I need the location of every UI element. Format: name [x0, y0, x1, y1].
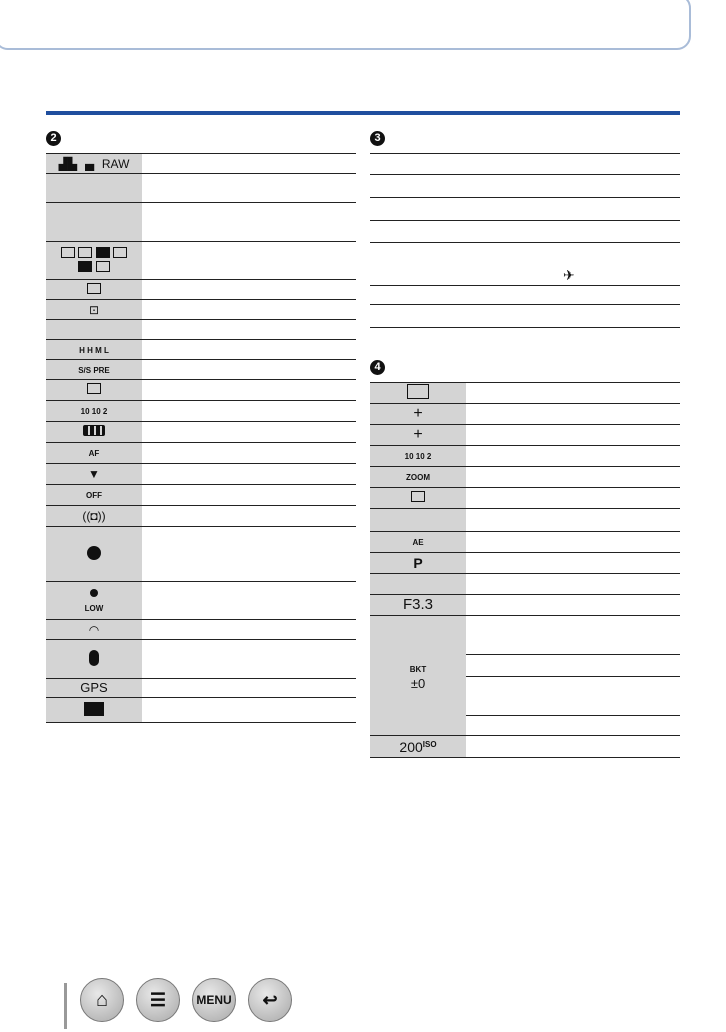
table-row — [370, 383, 680, 404]
quality-icon: ▟▙ ▗▖ RAW — [58, 156, 130, 171]
crosshair-icon: + — [413, 405, 423, 422]
table-row — [46, 443, 356, 464]
section-3-heading — [370, 131, 385, 146]
table-row — [370, 198, 680, 221]
iso-value: $200^{ISO}$ — [399, 739, 437, 755]
self-timer-icon: 10 10 2 — [80, 407, 108, 416]
section-number: 3 — [370, 131, 385, 146]
table-row — [370, 404, 680, 425]
metering-grid-icon — [46, 247, 142, 275]
histogram-icon — [84, 702, 104, 716]
table-row — [46, 620, 356, 640]
back-button[interactable] — [248, 978, 292, 1022]
battery-icon — [83, 425, 105, 436]
table-row — [46, 698, 356, 723]
table-row — [46, 320, 356, 340]
table-row — [46, 340, 356, 360]
table-row — [370, 595, 680, 616]
wifi-icon: ◠ — [88, 622, 100, 637]
table-row — [370, 175, 680, 198]
table-row — [370, 243, 680, 286]
metering-mode-icon: AE — [412, 538, 424, 547]
home-button[interactable] — [80, 978, 124, 1022]
af-macro-icon: AF — [88, 449, 100, 458]
table-row — [46, 154, 356, 174]
table-row — [46, 422, 356, 443]
zoom-mic-icon: ZOOM — [406, 473, 430, 482]
section-number: 2 — [46, 131, 61, 146]
table-row — [370, 446, 680, 467]
self-timer-icon: 10 10 2 — [404, 452, 432, 461]
table-row — [46, 360, 356, 380]
crosshair-icon: + — [413, 426, 423, 443]
table-row — [370, 488, 680, 509]
table-row — [46, 300, 356, 320]
section-2-table — [46, 153, 356, 723]
table-row — [370, 509, 680, 532]
menu-label: MENU — [196, 993, 232, 1007]
table-row — [370, 532, 680, 553]
aperture-value: F3.3 — [402, 596, 433, 613]
section-2-heading — [46, 131, 61, 146]
table-row — [46, 582, 356, 620]
table-row — [370, 305, 680, 328]
contents-button[interactable] — [136, 978, 180, 1022]
back-icon: ↩ — [262, 989, 278, 1010]
table-row — [46, 464, 356, 485]
table-row — [46, 640, 356, 679]
section-divider — [46, 111, 680, 115]
section-number: 4 — [370, 360, 385, 375]
single-area-icon — [87, 283, 101, 294]
nav-divider — [64, 983, 67, 1029]
page-header-frame — [0, 0, 691, 50]
table-row — [370, 574, 680, 595]
silent-mode-icon — [411, 491, 425, 502]
record-low-icon: LOW — [46, 586, 142, 616]
table-row — [46, 506, 356, 527]
table-row — [370, 425, 680, 446]
table-row — [370, 736, 680, 758]
bottom-nav — [80, 978, 292, 1022]
table-row — [46, 527, 356, 582]
af-area-frame-icon — [407, 384, 429, 399]
section-3-table — [370, 153, 680, 328]
tripod-icon: ▼ — [88, 467, 100, 481]
table-row — [370, 616, 680, 736]
table-row — [46, 280, 356, 300]
airplane-icon: ✈ — [563, 267, 575, 283]
list-icon: ☰ — [149, 989, 167, 1010]
table-row — [46, 485, 356, 506]
4k-photo-icon: S/S PRE — [78, 365, 110, 375]
stabilizer-off-icon: OFF — [86, 491, 102, 500]
face-detect-icon: ⊡ — [88, 302, 100, 317]
table-row — [46, 174, 356, 203]
table-row — [46, 679, 356, 698]
post-focus-icon — [87, 383, 101, 394]
table-row — [370, 553, 680, 574]
table-row — [370, 467, 680, 488]
table-row — [46, 203, 356, 242]
table-row — [370, 154, 680, 175]
bracket-exposure-icon: BKT ±0 — [409, 664, 427, 691]
burst-icon: H H M L — [79, 345, 109, 355]
table-row — [46, 242, 356, 280]
shake-alert-icon: ((◘)) — [82, 509, 106, 523]
table-row — [46, 380, 356, 401]
table-row — [46, 401, 356, 422]
section-4-table — [370, 382, 680, 758]
program-shift-icon: P — [413, 554, 423, 571]
table-row — [370, 221, 680, 243]
record-dot-icon — [87, 546, 101, 560]
gps-icon: GPS — [80, 680, 108, 695]
bluetooth-icon — [89, 650, 99, 666]
menu-button[interactable] — [192, 978, 236, 1022]
table-row — [370, 286, 680, 305]
home-icon: ⌂ — [95, 988, 109, 1011]
section-4-heading — [370, 360, 385, 375]
